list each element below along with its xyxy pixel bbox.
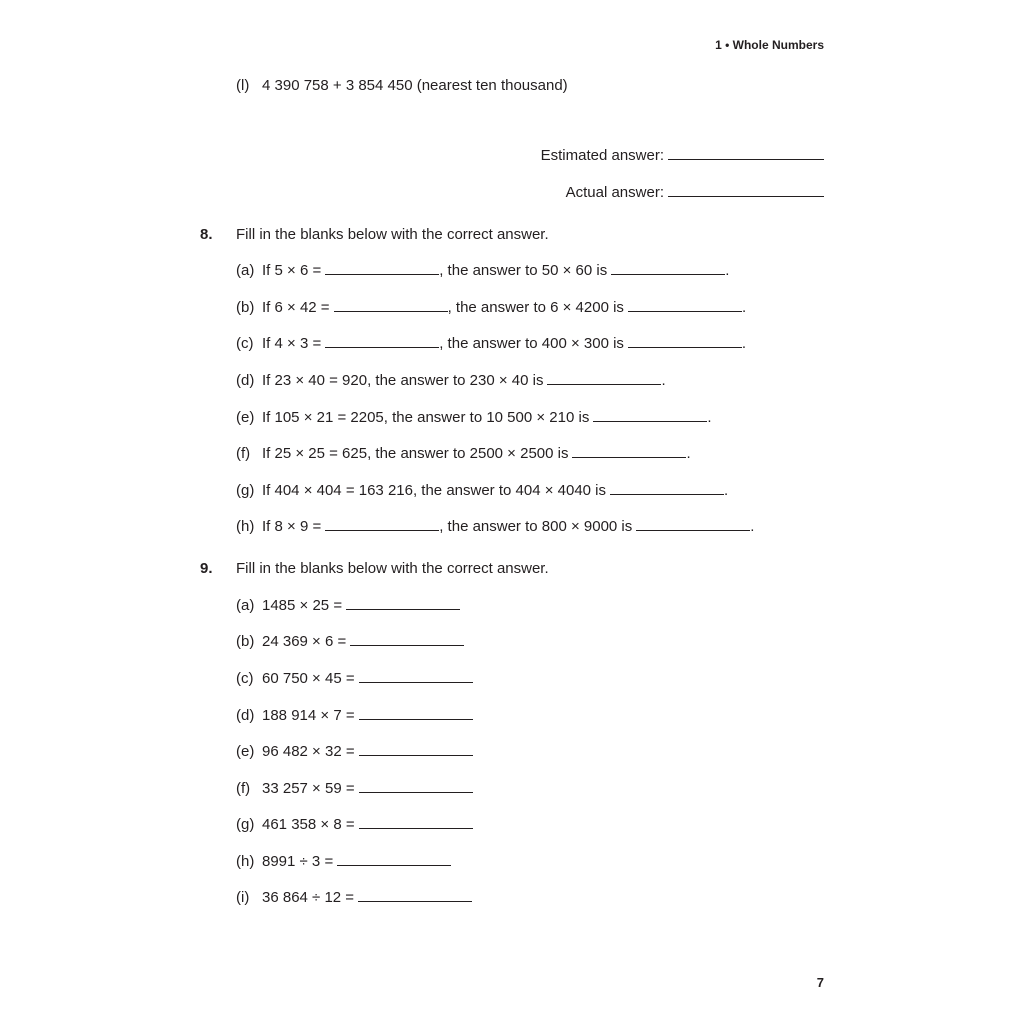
- item-label: (f): [236, 445, 251, 462]
- answer-blank[interactable]: [359, 671, 473, 683]
- item-label: (b): [236, 299, 255, 316]
- item-pre-text: If 404 × 404 = 163 216, the answer to 404 × 4040 is: [262, 482, 607, 499]
- item-label: (a): [236, 597, 255, 614]
- item-end: .: [725, 262, 730, 279]
- answer-blank[interactable]: [325, 336, 439, 348]
- item-label: (d): [236, 372, 255, 389]
- question-8-item: [236, 408, 712, 428]
- item-end: .: [707, 409, 712, 426]
- item-label: (e): [236, 743, 255, 760]
- question-8-instruction: Fill in the blanks below with the correct answer.: [236, 226, 549, 243]
- question-9-item: [236, 596, 460, 616]
- item-end: .: [661, 372, 666, 389]
- item-label: (i): [236, 889, 250, 906]
- estimated-answer-label: Estimated answer:: [540, 147, 664, 164]
- answer-blank[interactable]: [610, 483, 724, 495]
- item-end: .: [686, 445, 691, 462]
- question-8-item: [236, 444, 691, 464]
- answer-blank[interactable]: [334, 300, 448, 312]
- item-pre-text: If 6 × 42 =: [262, 299, 330, 316]
- actual-answer-blank[interactable]: [668, 185, 824, 197]
- answer-blank[interactable]: [611, 263, 725, 275]
- item-label: (a): [236, 262, 255, 279]
- item-pre-text: If 5 × 6 =: [262, 262, 322, 279]
- item-label: (g): [236, 482, 255, 499]
- answer-blank[interactable]: [359, 817, 473, 829]
- item-expression: 33 257 × 59 =: [262, 780, 355, 797]
- item-mid-text: , the answer to 6 × 4200 is: [447, 299, 624, 316]
- item-end: .: [741, 335, 747, 352]
- actual-answer-label: Actual answer:: [565, 184, 664, 201]
- item-label: (d): [236, 707, 255, 724]
- item-end: .: [724, 482, 729, 499]
- chapter-header: 1 • Whole Numbers: [715, 38, 824, 52]
- item-pre-text: If 105 × 21 = 2205, the answer to 10 500 × 210 is: [262, 409, 590, 426]
- item-label: (c): [236, 335, 254, 352]
- question-8-item: [236, 371, 666, 391]
- answer-blank[interactable]: [628, 336, 742, 348]
- answer-blank[interactable]: [346, 598, 460, 610]
- estimated-answer-blank[interactable]: [668, 148, 824, 160]
- actual-answer-row: [566, 183, 824, 203]
- answer-blank[interactable]: [572, 446, 686, 458]
- question-9-item: [236, 632, 464, 652]
- question-8-item: [236, 298, 746, 318]
- question-9-item: [236, 779, 473, 799]
- item-label: (g): [236, 816, 255, 833]
- question-9-instruction: Fill in the blanks below with the correct answer.: [236, 560, 549, 577]
- item-expression: 1485 × 25 =: [262, 597, 343, 614]
- answer-blank[interactable]: [337, 854, 451, 866]
- item-label: (f): [236, 780, 251, 797]
- question-9-item: [236, 815, 473, 835]
- item-mid-text: , the answer to 400 × 300 is: [439, 335, 624, 352]
- item-label: (l): [236, 77, 250, 94]
- item-expression: 60 750 × 45 =: [262, 670, 355, 687]
- question-9-item: [236, 706, 473, 726]
- question-8-number: 8.: [200, 226, 213, 243]
- answer-blank[interactable]: [359, 744, 473, 756]
- item-expression: 188 914 × 7 =: [262, 707, 355, 724]
- item-mid-text: , the answer to 50 × 60 is: [439, 262, 608, 279]
- item-label: (h): [236, 853, 255, 870]
- answer-blank[interactable]: [636, 519, 750, 531]
- item-pre-text: If 4 × 3 =: [262, 335, 322, 352]
- question-9-item: [236, 669, 473, 689]
- question-8-item: [236, 517, 754, 537]
- item-pre-text: If 8 × 9 =: [262, 518, 322, 535]
- question-9-item: [236, 852, 451, 872]
- item-end: .: [750, 518, 755, 535]
- answer-blank[interactable]: [325, 263, 439, 275]
- item-label: (h): [236, 518, 255, 535]
- item-label: (b): [236, 633, 255, 650]
- item-expression: 461 358 × 8 =: [262, 816, 355, 833]
- answer-blank[interactable]: [350, 634, 464, 646]
- item-label: (e): [236, 409, 255, 426]
- answer-blank[interactable]: [628, 300, 742, 312]
- answer-blank[interactable]: [359, 708, 473, 720]
- answer-blank[interactable]: [358, 890, 472, 902]
- item-text: 4 390 758 + 3 854 450 (nearest ten thousand): [262, 77, 568, 94]
- item-pre-text: If 25 × 25 = 625, the answer to 2500 × 2500 is: [262, 445, 569, 462]
- question-9-item: [236, 742, 473, 762]
- question-7-item-l: [236, 76, 568, 96]
- item-mid-text: , the answer to 800 × 9000 is: [439, 518, 633, 535]
- item-expression: 24 369 × 6 =: [262, 633, 347, 650]
- item-expression: 8991 ÷ 3 =: [262, 853, 334, 870]
- question-9-number: 9.: [200, 560, 213, 577]
- answer-blank[interactable]: [593, 410, 707, 422]
- item-expression: 36 864 ÷ 12 =: [262, 889, 355, 906]
- question-8-item: [236, 334, 746, 354]
- item-pre-text: If 23 × 40 = 920, the answer to 230 × 40 is: [262, 372, 544, 389]
- item-label: (c): [236, 670, 254, 687]
- page-number: 7: [816, 975, 824, 990]
- answer-blank[interactable]: [325, 519, 439, 531]
- item-end: .: [741, 299, 747, 316]
- question-8-item: [236, 261, 729, 281]
- question-9-item: [236, 888, 472, 908]
- question-8-item: [236, 481, 728, 501]
- answer-blank[interactable]: [547, 373, 661, 385]
- answer-blank[interactable]: [359, 781, 473, 793]
- item-expression: 96 482 × 32 =: [262, 743, 355, 760]
- estimated-answer-row: [541, 146, 824, 166]
